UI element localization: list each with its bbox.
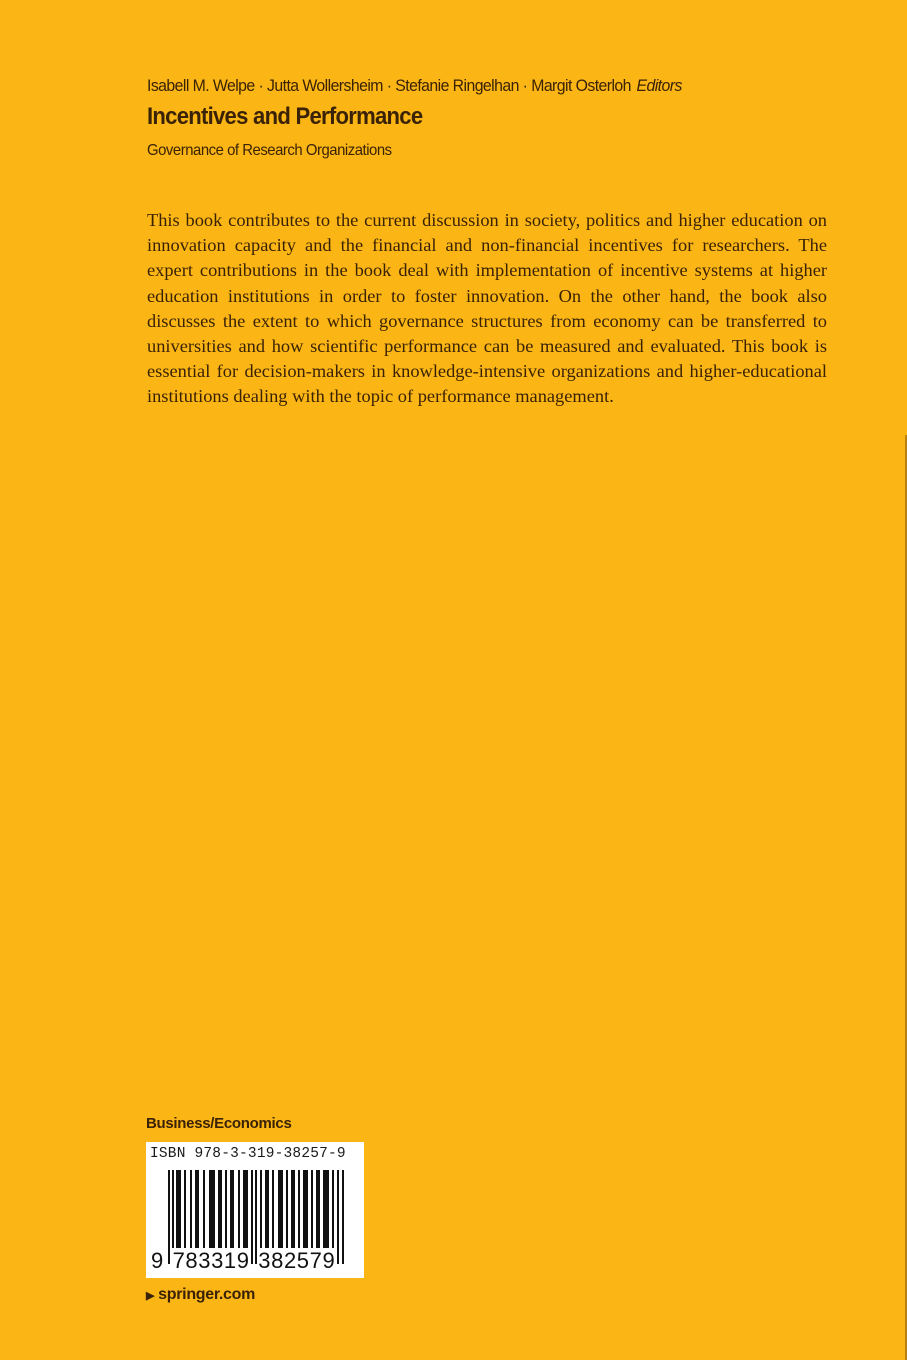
- book-description: This book contributes to the current discussion in society, politics and higher education on innovation capacity and the financial and non-financial incentives for researchers. The expert contributions in the book deal with implementation of incentive systems at higher education institutions in order to foster innovation. On the other hand, the book also discusses the extent to which governance structures from economy can be transferred to universities and how scientific performance can be measured and evaluated. This book is essential for decision-makers in knowledge-intensive organizations and higher-educational institutions dealing with the topic of performance management.: [147, 210, 827, 407]
- barcode-digit-first: 9: [151, 1248, 164, 1273]
- play-arrow-icon: ▶: [146, 1289, 155, 1302]
- book-title: Incentives and Performance: [147, 103, 423, 130]
- editors-names: Isabell M. Welpe · Jutta Wollersheim · Stefanie Ringelhan · Margit Osterloh: [147, 76, 631, 95]
- publisher-link-text: springer.com: [158, 1286, 256, 1303]
- barcode-digit-group2: 382579: [258, 1248, 336, 1273]
- editors-role: Editors: [636, 76, 682, 95]
- isbn-label: ISBN 978-3-319-38257-9: [150, 1146, 346, 1162]
- subject-category: Business/Economics: [146, 1115, 292, 1132]
- publisher-link[interactable]: [146, 1286, 255, 1304]
- isbn-barcode: [146, 1142, 364, 1278]
- barcode-digits: [150, 1248, 336, 1274]
- book-subtitle: Governance of Research Organizations: [147, 142, 392, 159]
- editors-line: [147, 76, 682, 96]
- barcode-digit-group1: 783319: [172, 1248, 250, 1273]
